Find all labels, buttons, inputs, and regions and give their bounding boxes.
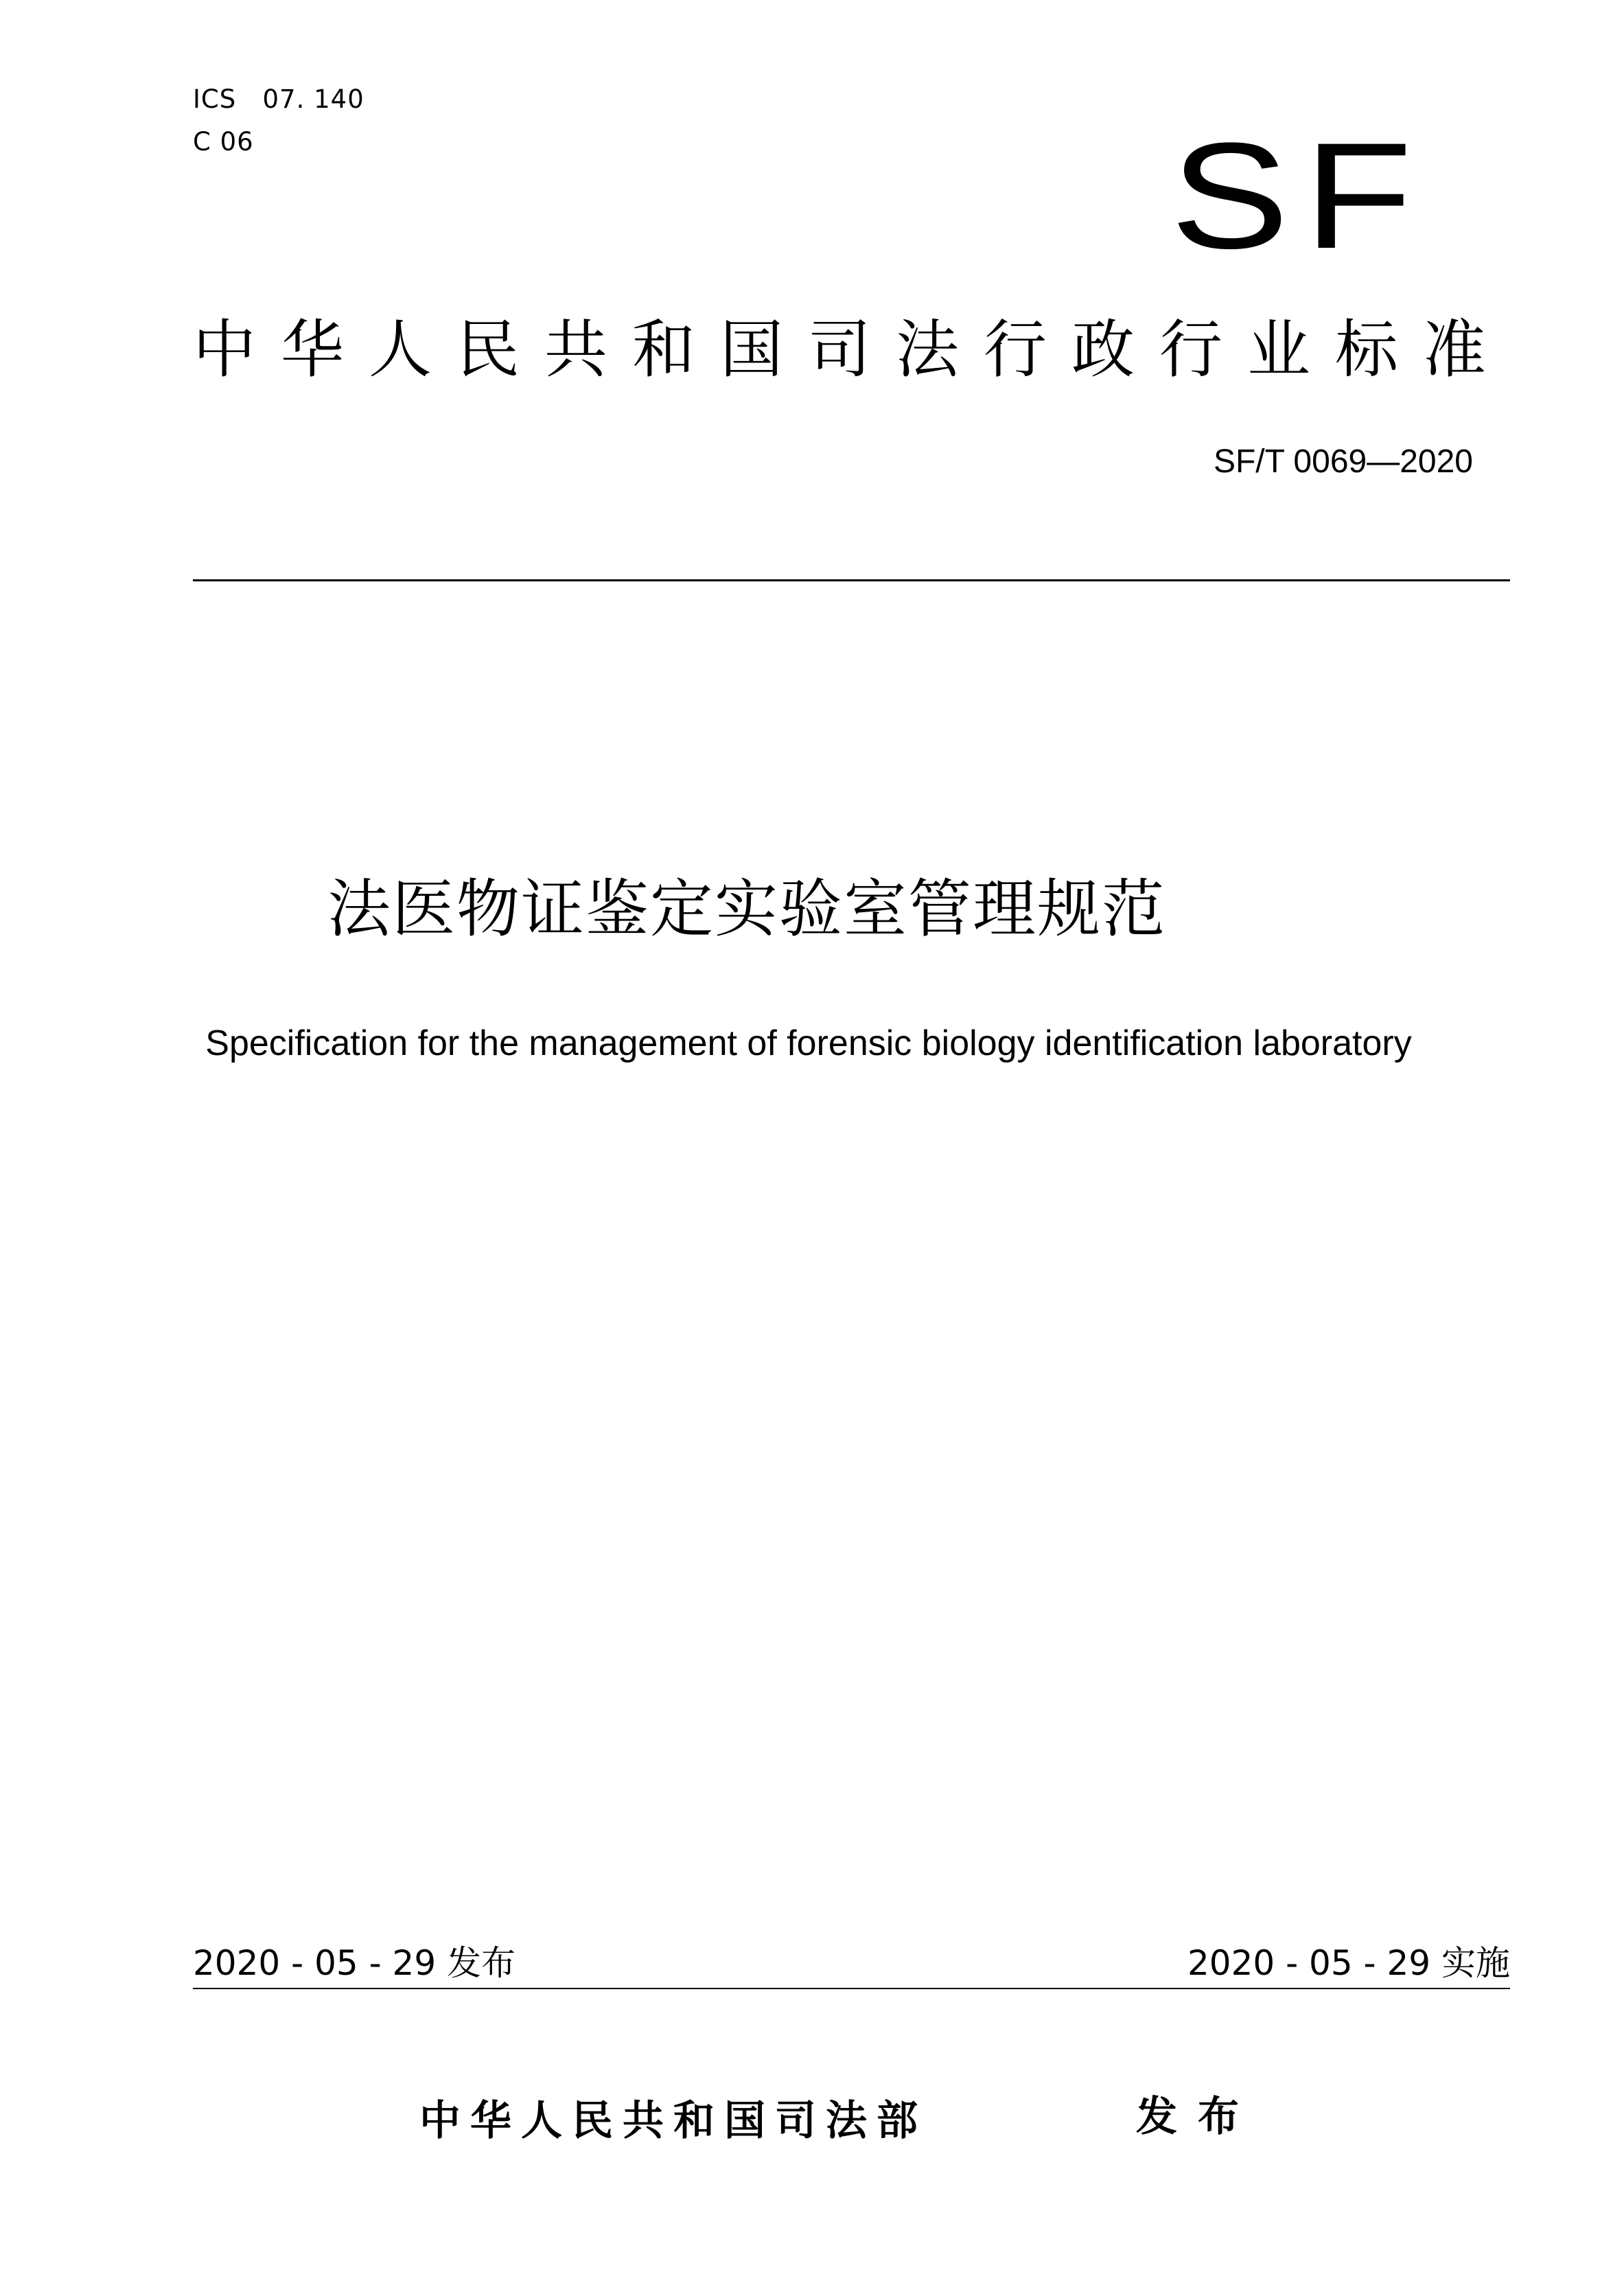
issue-label: 发布 <box>1136 2093 1260 2141</box>
ics-code: ICS 07. 140 <box>193 84 364 114</box>
document-title-en: Specification for the management of forensic biology identification laboratory <box>205 1023 1412 1063</box>
sf-mark-logo: SF <box>1170 111 1427 280</box>
issue-date: 2020 - 05 - 29 发布 <box>193 1943 516 1983</box>
effective-date: 2020 - 05 - 29 实施 <box>1187 1943 1510 1983</box>
classification-codes <box>193 78 364 163</box>
standard-type-title: 中华人民共和国司法行政行业标准 <box>193 313 1511 386</box>
top-divider <box>193 579 1510 581</box>
ccs-code: C 06 <box>193 127 254 156</box>
issuing-authority: 中华人民共和国司法部 <box>419 2097 927 2145</box>
standard-number: SF/T 0069—2020 <box>1213 443 1473 480</box>
bottom-divider <box>193 1988 1510 1989</box>
document-title-zh: 法医物证鉴定实验室管理规范 <box>327 872 1166 946</box>
